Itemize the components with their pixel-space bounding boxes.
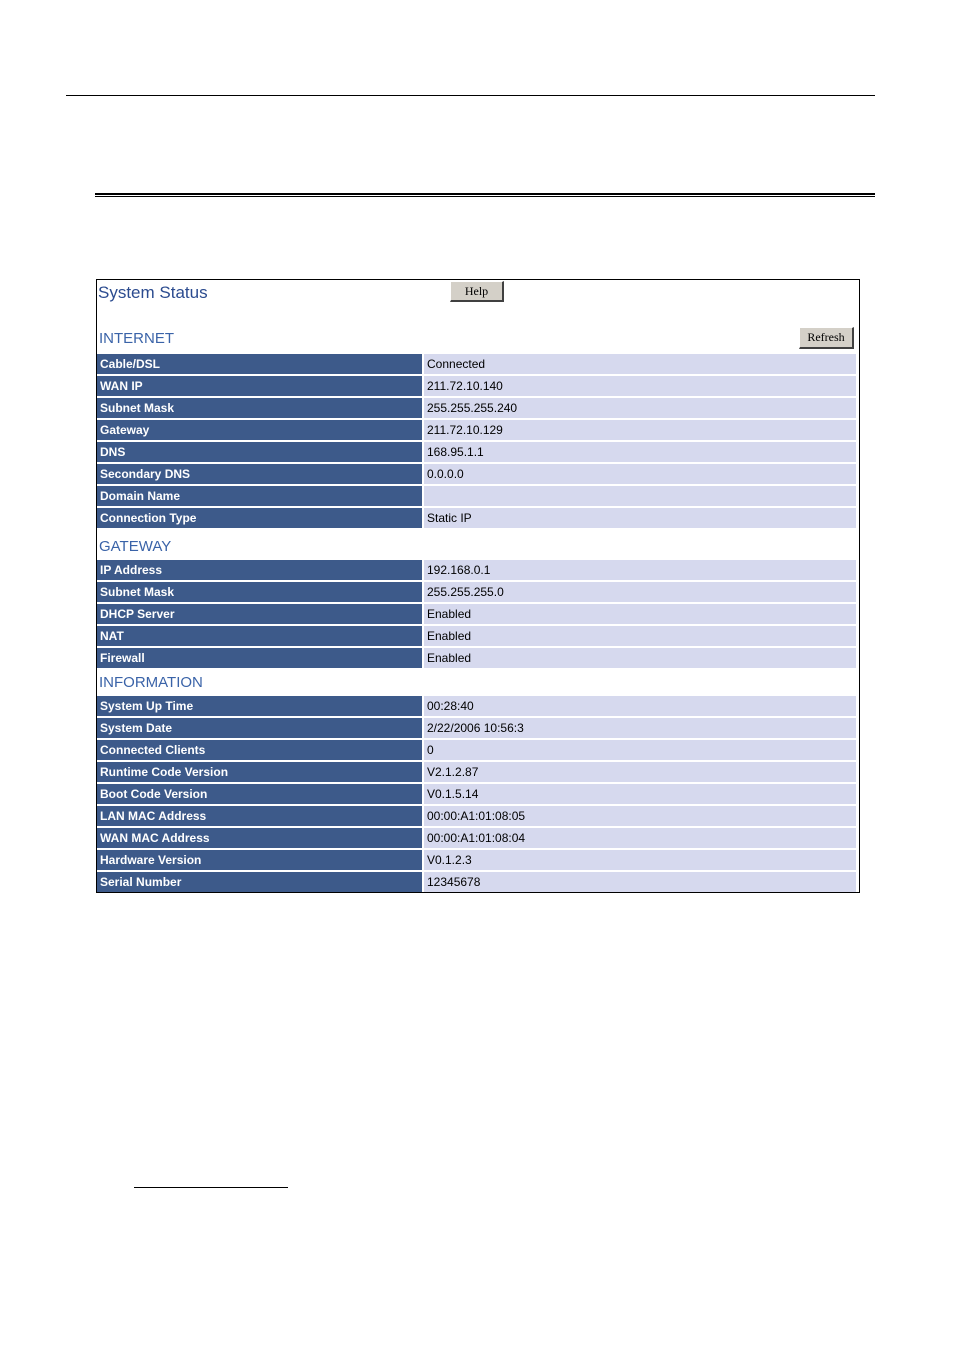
row-label: WAN IP [97, 376, 422, 396]
table-row [97, 718, 857, 738]
table-row [97, 648, 857, 668]
row-label: NAT [97, 626, 422, 646]
table-row [97, 508, 857, 528]
page-header-rule [66, 95, 875, 96]
row-label: Boot Code Version [97, 784, 422, 804]
row-value: 00:28:40 [424, 696, 856, 716]
row-value: 12345678 [424, 872, 856, 892]
row-label: Serial Number [97, 872, 422, 892]
row-value: Static IP [424, 508, 856, 528]
table-row [97, 740, 857, 760]
table-row [97, 828, 857, 848]
row-label: Secondary DNS [97, 464, 422, 484]
row-value: Enabled [424, 626, 856, 646]
row-label: Hardware Version [97, 850, 422, 870]
row-value: 168.95.1.1 [424, 442, 856, 462]
row-label: Gateway [97, 420, 422, 440]
table-row [97, 850, 857, 870]
row-value: 00:00:A1:01:08:04 [424, 828, 856, 848]
table-row [97, 560, 857, 580]
table-row [97, 464, 857, 484]
row-value: 211.72.10.129 [424, 420, 856, 440]
table-row [97, 486, 857, 506]
row-label: IP Address [97, 560, 422, 580]
row-label: DHCP Server [97, 604, 422, 624]
row-value: Enabled [424, 648, 856, 668]
footnote-rule [134, 1187, 288, 1188]
row-value: 00:00:A1:01:08:05 [424, 806, 856, 826]
row-value: V0.1.2.3 [424, 850, 856, 870]
row-label: LAN MAC Address [97, 806, 422, 826]
row-label: Firewall [97, 648, 422, 668]
table-row [97, 696, 857, 716]
row-value: Connected [424, 354, 856, 374]
row-label: Domain Name [97, 486, 422, 506]
row-value: 211.72.10.140 [424, 376, 856, 396]
row-value: 255.255.255.0 [424, 582, 856, 602]
row-label: Connection Type [97, 508, 422, 528]
table-row [97, 354, 857, 374]
row-label: System Up Time [97, 696, 422, 716]
table-row [97, 582, 857, 602]
section-heading-gateway: GATEWAY [99, 538, 172, 555]
system-status-panel [96, 279, 860, 893]
row-label: DNS [97, 442, 422, 462]
row-label: Subnet Mask [97, 398, 422, 418]
row-value: V2.1.2.87 [424, 762, 856, 782]
refresh-button[interactable]: Refresh [799, 327, 854, 349]
row-label: Subnet Mask [97, 582, 422, 602]
row-value: 255.255.255.240 [424, 398, 856, 418]
table-row [97, 420, 857, 440]
row-value: 192.168.0.1 [424, 560, 856, 580]
row-label: Runtime Code Version [97, 762, 422, 782]
panel-title: System Status [98, 283, 208, 302]
section-double-rule [95, 193, 875, 197]
row-label: Connected Clients [97, 740, 422, 760]
table-row [97, 626, 857, 646]
row-label: System Date [97, 718, 422, 738]
row-value: V0.1.5.14 [424, 784, 856, 804]
table-row [97, 762, 857, 782]
table-row [97, 376, 857, 396]
table-row [97, 784, 857, 804]
row-value: 0 [424, 740, 856, 760]
row-label: WAN MAC Address [97, 828, 422, 848]
row-value [424, 486, 856, 506]
table-row [97, 806, 857, 826]
help-button[interactable]: Help [450, 281, 504, 302]
table-row [97, 398, 857, 418]
row-value: Enabled [424, 604, 856, 624]
row-value: 0.0.0.0 [424, 464, 856, 484]
table-row [97, 442, 857, 462]
table-row [97, 872, 857, 892]
table-row [97, 604, 857, 624]
row-value: 2/22/2006 10:56:3 [424, 718, 856, 738]
section-heading-internet: INTERNET [99, 330, 174, 347]
row-label: Cable/DSL [97, 354, 422, 374]
section-heading-information: INFORMATION [99, 674, 203, 691]
